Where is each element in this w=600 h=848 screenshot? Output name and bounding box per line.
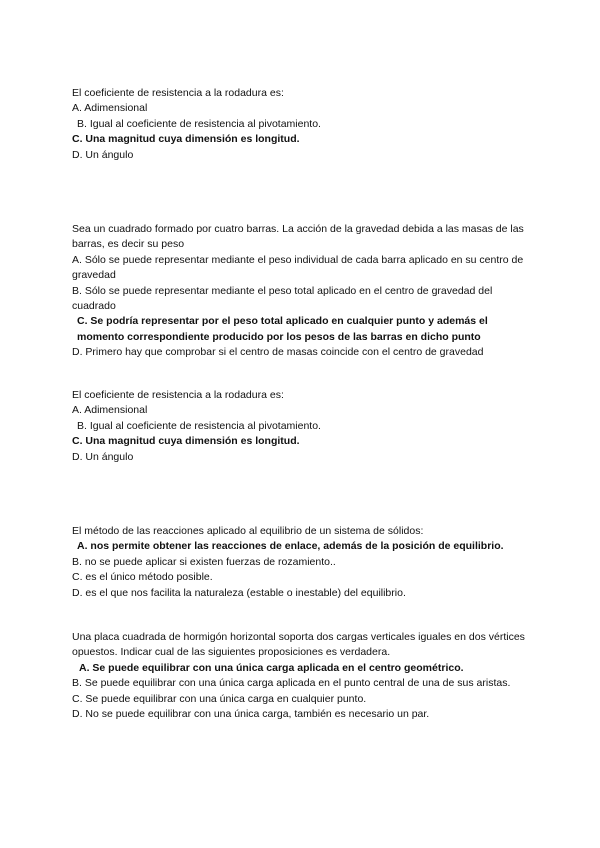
option-a: A. Adimensional — [72, 102, 148, 115]
option-b: B. Igual al coeficiente de resistencia al pivotamiento. — [77, 117, 321, 130]
question-2 — [72, 222, 532, 361]
option-a: A. Adimensional — [72, 404, 148, 417]
option-b: B. no se puede aplicar si existen fuerzas de rozamiento.. — [72, 555, 336, 568]
option-a-correct: A. Se puede equilibrar con una única carga aplicada en el centro geométrico. — [79, 661, 464, 674]
option-d: D. No se puede equilibrar con una única carga, también es necesario un par. — [72, 708, 430, 721]
question-4 — [72, 524, 532, 601]
question-prompt: El coeficiente de resistencia a la rodadura es: — [72, 389, 284, 401]
option-d: D. es el que nos facilita la naturaleza (estable o inestable) del equilibrio. — [72, 586, 406, 599]
question-5 — [72, 630, 532, 722]
question-3 — [72, 388, 532, 465]
option-c-correct: C. Se podría representar por el peso total aplicado en cualquier punto y además el momento correspondiente producido por los pesos de las barras en dicho punto — [77, 315, 488, 343]
question-prompt: El método de las reacciones aplicado al equilibrio de un sistema de sólidos: — [72, 525, 424, 537]
option-c: C. Se puede equilibrar con una única carga en cualquier punto. — [72, 692, 367, 705]
option-b: B. Sólo se puede representar mediante el peso total aplicado en el centro de gravedad del cuadrado — [72, 284, 493, 313]
option-c-correct: C. Una magnitud cuya dimensión es longitud. — [72, 435, 300, 448]
option-d: D. Primero hay que comprobar si el centro de masas coincide con el centro de gravedad — [72, 346, 484, 359]
option-a-correct: A. nos permite obtener las reacciones de enlace, además de la posición de equilibrio. — [77, 540, 504, 553]
question-prompt: Una placa cuadrada de hormigón horizontal soporta dos cargas verticales iguales en dos vértices opuestos. Indicar cual de las siguientes proposiciones es verdadera. — [72, 631, 525, 659]
option-a: A. Sólo se puede representar mediante el peso individual de cada barra aplicado en su centro de gravedad — [72, 253, 524, 282]
option-c-correct: C. Una magnitud cuya dimensión es longitud. — [72, 133, 300, 146]
option-b: B. Igual al coeficiente de resistencia al pivotamiento. — [77, 419, 321, 432]
question-1 — [72, 86, 532, 163]
question-prompt: El coeficiente de resistencia a la rodadura es: — [72, 87, 284, 99]
option-d: D. Un ángulo — [72, 148, 134, 161]
question-prompt: Sea un cuadrado formado por cuatro barras. La acción de la gravedad debida a las masas de las barras, es decir su peso — [72, 223, 524, 251]
option-d: D. Un ángulo — [72, 450, 134, 463]
option-c: C. es el único método posible. — [72, 571, 213, 584]
option-b: B. Se puede equilibrar con una única carga aplicada en el punto central de una de sus aristas. — [72, 677, 511, 690]
